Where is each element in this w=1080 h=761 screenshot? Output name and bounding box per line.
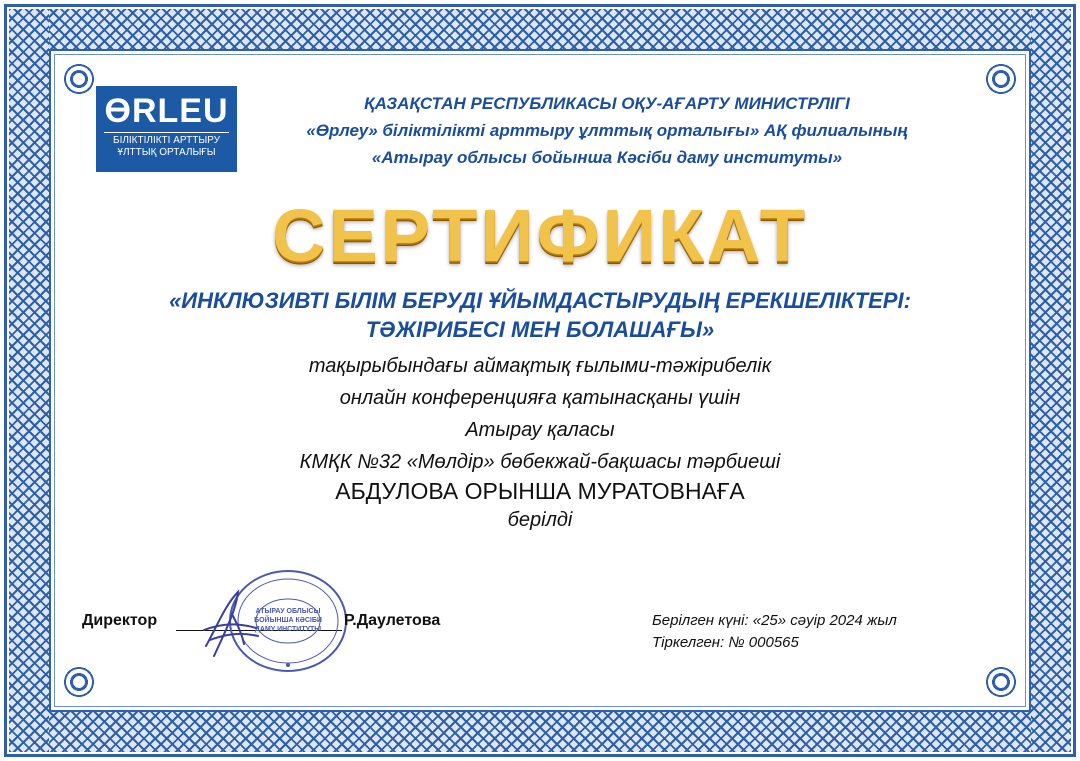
certificate-meta [652, 610, 897, 654]
certificate-title: СЕРТИФИКАТ [271, 194, 809, 277]
stamp-line2: БОЙЫНША КӘСІБИ [254, 617, 322, 624]
ornament-border-left [9, 9, 49, 752]
body-line4: КМҚК №32 «Мөлдір» бөбекжай-бақшасы тәрбиеші [299, 451, 781, 473]
organization-header [262, 90, 952, 171]
corner-ornament-icon [978, 659, 1024, 705]
given-text: берілді [507, 509, 573, 531]
institute-line: «Атырау облысы бойынша Кәсіби даму институты» [371, 148, 843, 167]
director-signature [196, 584, 266, 664]
ornament-border-top [9, 9, 1071, 49]
logo-name: ӨRLEU [104, 92, 229, 130]
stamp-line1: АТЫРАУ ОБЛЫСЫ [255, 608, 321, 615]
corner-ornament-icon [56, 659, 102, 705]
logo-subtitle-line1: БІЛІКТІЛІКТІ АРТТЫРУ [113, 135, 220, 146]
body-line3: Атырау қаласы [465, 419, 615, 441]
certificate-body [140, 350, 940, 478]
ornament-border-right [1031, 9, 1071, 752]
body-line1: тақырыбындағы аймақтық ғылыми-тәжірибелік [308, 355, 772, 377]
ministry-line: ҚАЗАҚСТАН РЕСПУБЛИКАСЫ ОҚУ-АҒАРТУ МИНИСТРЛІГІ [364, 94, 850, 113]
body-line2: онлайн конференцияға қатынасқаны үшін [339, 387, 741, 409]
center-line: «Өрлеу» біліктілікті арттыру ұлттық орталығы» АҚ филиалының [306, 121, 908, 140]
topic-line2: ТӘЖІРИБЕСІ МЕН БОЛАШАҒЫ» [365, 317, 715, 342]
ornament-border-bottom [9, 712, 1071, 752]
director-label: Директор [82, 612, 158, 629]
issue-date: Берілген күні: «25» сәуір 2024 жыл [652, 612, 897, 629]
conference-topic [120, 286, 960, 344]
corner-ornament-icon [978, 56, 1024, 102]
stamp-line3: ДАМУ ИНСТИТУТЫ [254, 626, 322, 633]
topic-line1: «ИНКЛЮЗИВТІ БІЛІМ БЕРУДІ ҰЙЫМДАСТЫРУДЫҢ ЕРЕКШЕЛІКТЕРІ: [169, 288, 911, 313]
orleu-logo [96, 86, 237, 172]
registration-number: Тіркелген: № 000565 [652, 634, 799, 651]
recipient-name: АБДУЛОВА ОРЫНША МУРАТОВНАҒА [335, 478, 745, 504]
logo-subtitle-line2: ҰЛТТЫҚ ОРТАЛЫҒЫ [117, 147, 216, 158]
director-name: Р.Даулетова [344, 612, 441, 629]
logo-subtitle [104, 132, 229, 159]
